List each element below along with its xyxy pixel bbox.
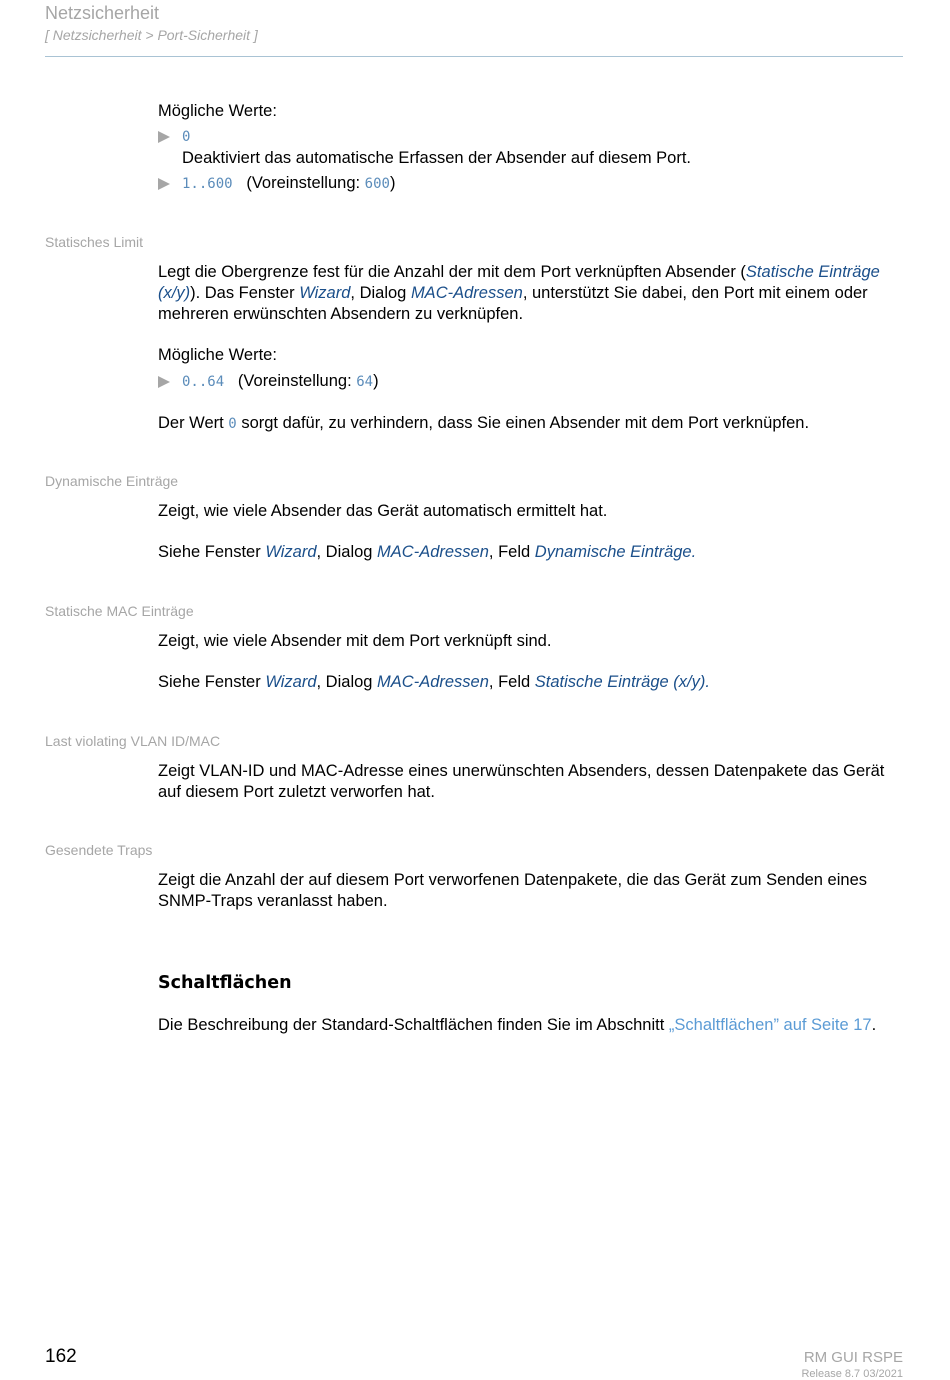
default-prefix: (Voreinstellung:	[246, 174, 365, 192]
section-label-last-violating: Last violating VLAN ID/MAC	[45, 733, 221, 749]
text-run: Siehe Fenster	[158, 673, 266, 691]
text-run: , Dialog	[316, 673, 378, 691]
text-run: .	[871, 1016, 877, 1034]
possible-values-label: Mögliche Werte:	[158, 346, 277, 364]
link-static-entries[interactable]: Statische Einträge (x/y)	[158, 263, 880, 302]
link-wizard[interactable]: Wizard	[265, 543, 317, 561]
text-run: Die Beschreibung der Standard-Schaltflächen finden Sie im Abschnitt	[158, 1016, 669, 1034]
text-run: sorgt dafür, zu verhindern, dass Sie einen Absender mit dem Port verknüpfen.	[236, 414, 810, 432]
default-prefix: (Voreinstellung:	[237, 372, 357, 390]
link-mac-addresses[interactable]: MAC-Adressen	[377, 543, 489, 561]
link-mac-addresses[interactable]: MAC-Adressen	[377, 673, 489, 691]
default-suffix: )	[373, 372, 379, 390]
link-wizard[interactable]: Wizard	[265, 673, 317, 691]
text-run: .	[691, 543, 697, 561]
value-description: Deaktiviert das automatische Erfassen der Absender auf diesem Port.	[182, 149, 692, 167]
section-label-dynamic-entries: Dynamische Einträge	[45, 473, 179, 489]
section-label-sent-traps: Gesendete Traps	[45, 842, 153, 858]
link-mac-addresses[interactable]: MAC-Adressen	[410, 284, 523, 302]
text-run: ). Das Fenster	[190, 284, 300, 302]
header-divider	[45, 56, 903, 57]
buttons-description	[158, 1015, 903, 1036]
text-run: , Feld	[488, 673, 535, 691]
header-title: Netzsicherheit	[45, 3, 160, 23]
bullet-triangle-icon	[158, 131, 170, 143]
dynamic-entries-see-also	[158, 542, 903, 563]
breadcrumb: [ Netzsicherheit > Port-Sicherheit ]	[45, 27, 258, 43]
dynamic-entries-description: Zeigt, wie viele Absender das Gerät automatisch ermittelt hat.	[158, 502, 608, 520]
last-violating-description: Zeigt VLAN-ID und MAC-Adresse eines unerwünschten Absenders, dessen Datenpakete das Gerät auf diesem Port zuletzt verworfen hat.	[158, 762, 885, 801]
link-static-entries[interactable]: Statische Einträge (x/y)	[534, 673, 706, 691]
text-run: , Dialog	[316, 543, 378, 561]
text-run: .	[705, 673, 710, 691]
default-value: 600	[364, 176, 390, 192]
bullet-triangle-icon	[158, 178, 170, 190]
link-buttons-page[interactable]: „Schaltflächen” auf Seite 17	[668, 1016, 872, 1034]
default-suffix: )	[389, 174, 396, 192]
page-number: 162	[45, 1346, 77, 1367]
text-run: , Feld	[488, 543, 535, 561]
default-value: 64	[356, 374, 374, 390]
section-label-static-mac: Statische MAC Einträge	[45, 603, 194, 619]
value-code: 1..600	[182, 176, 233, 192]
text-run: Siehe Fenster	[158, 543, 266, 561]
section-label-static-limit: Statisches Limit	[45, 234, 144, 250]
text-run: , unterstützt Sie dabei, den Port mit einem oder mehreren erwünschten Absendern zu verknüpfen.	[158, 284, 868, 323]
static-limit-description	[158, 262, 903, 325]
bullet-triangle-icon	[158, 376, 170, 388]
static-mac-description: Zeigt, wie viele Absender mit dem Port verknüpft sind.	[158, 632, 552, 650]
static-mac-see-also	[158, 672, 903, 693]
sent-traps-description: Zeigt die Anzahl der auf diesem Port verworfenen Datenpakete, die das Gerät zum Senden eines SNMP-Traps veranlasst haben.	[158, 871, 868, 910]
footer-release: Release 8.7 03/2021	[801, 1368, 903, 1380]
text-run: Legt die Obergrenze fest für die Anzahl der mit dem Port verknüpften Absender (	[158, 263, 746, 281]
link-wizard[interactable]: Wizard	[299, 284, 351, 302]
section-heading-buttons: Schaltflächen	[158, 973, 292, 993]
value-code: 0..64	[182, 374, 225, 390]
link-dynamic-entries[interactable]: Dynamische Einträge	[534, 543, 692, 561]
footer-product: RM GUI RSPE	[803, 1349, 903, 1366]
static-limit-note	[158, 413, 903, 435]
text-run: , Dialog	[350, 284, 411, 302]
value-code: 0	[228, 416, 237, 432]
value-code: 0	[182, 129, 191, 145]
possible-values-label: Mögliche Werte:	[158, 102, 277, 120]
text-run: Der Wert	[158, 414, 229, 432]
